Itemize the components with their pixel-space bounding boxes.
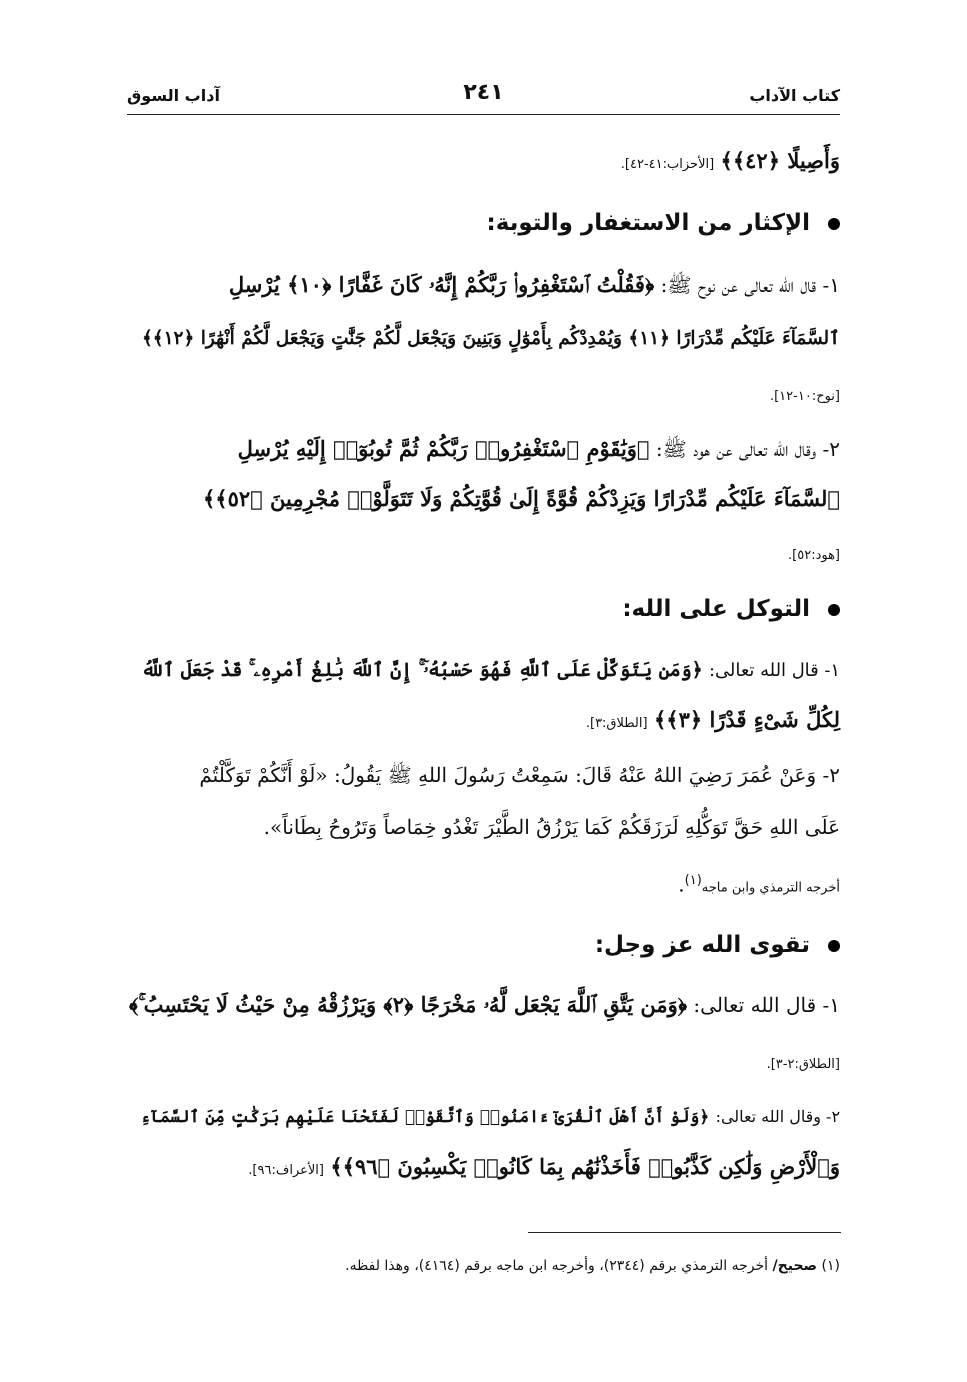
bullet-icon (828, 604, 840, 616)
page-number: ٢٤١ (463, 80, 504, 105)
item-line (127, 990, 840, 1020)
chapter-title: آداب السوق (127, 86, 220, 105)
quran-verse: ٱلسَّمَآءَ عَلَيْكُم مِّدْرَارًا ﴿١١﴾ وَيُمْدِدْكُم بِأَمْوَٰلٍ وَبَنِينَ وَيَجْعَل لَّكُمْ جَنَّٰتٍ وَيَجْعَل لَّكُمْ أَنْهَٰرًا ﴿١٢﴾﴾ (141, 328, 840, 349)
item-line (127, 705, 840, 739)
item-line (127, 1046, 840, 1080)
hadith-source: أخرجه الترمذي وابن ماجه (701, 880, 840, 896)
hadith-text: عَلَى اللهِ حَقَّ تَوَكُّلِهِ لَرَزَقَكُمْ كَمَا يَرْزُقُ الطَّيْرَ تَغْدُو خِمَاصاً وَتَرُوحُ بِطَاناً». (263, 815, 840, 839)
quran-verse: ﴿وَلَوْ أَنَّ أَهْلَ ٱلْقُرَىٰٓ ءَامَنُوا۟ وَٱتَّقَوْا۟ لَفَتَحْنَا عَلَيْهِم بَرَكَٰتٍ مِّنَ ٱلسَّمَآءِ (140, 1106, 710, 1126)
footnote-number: (١) (821, 1258, 840, 1274)
hadith-line (127, 760, 840, 790)
book-title: كتاب الآداب (749, 86, 840, 105)
section-heading: الإكثار من الاستغفار والتوبة: (487, 206, 840, 240)
verse-reference: [الطلاق:٢-٣]. (766, 1057, 840, 1072)
verse-reference: [الطلاق:٣]. (585, 716, 648, 731)
item-intro: ١- قال الله تعالى: (709, 660, 840, 681)
hadith-text: ٢- وَعَنْ عُمَرَ رَضِيَ اللهُ عَنْهُ قَالَ: سَمِعْتُ رَسُولَ اللهِ ﷺ يَقُولُ: «لَوْ أَنَّكُمْ تَوَكَّلْتُمْ (199, 763, 840, 787)
hadith-source-line: أخرجه الترمذي وابن ماجه$^{(١)}$. (678, 872, 840, 897)
item-line (127, 484, 840, 514)
footnote-divider (528, 1232, 841, 1233)
item-line (127, 322, 840, 354)
hadith-line (127, 812, 840, 842)
item-line (127, 270, 840, 300)
bullet-icon (828, 940, 840, 952)
quran-verse: وَٱلْأَرْضِ وَلَٰكِن كَذَّبُوا۟ فَأَخَذْنَٰهُم بِمَا كَانُوا۟ يَكْسِبُونَ ﴿٩٦﴾﴾ (330, 1154, 840, 1179)
item-line (127, 378, 840, 412)
verse-reference: [الأحزاب:٤١-٤٢]. (620, 157, 715, 172)
item-line (127, 1100, 840, 1132)
item-line (127, 1152, 840, 1186)
quran-verse: لِكُلِّ شَىْءٍ قَدْرًا ﴿٣﴾﴾ (653, 707, 840, 732)
quran-verse: وَأَصِيلًا ﴿٤٢﴾﴾ (720, 148, 840, 173)
item-intro: ١- قال الله تعالى عن نوح ﷺ: (660, 273, 840, 297)
quran-verse: ﴿وَمَن يَتَوَكَّلْ عَلَى ٱللَّهِ فَهُوَ حَسْبُهُۥٓ ۚ إِنَّ ٱللَّهَ بَٰلِغُ أَمْرِهِۦ ۚ قَدْ جَعَلَ ٱللَّهُ (141, 659, 703, 681)
footnote (345, 1258, 840, 1274)
quran-verse: ﴿وَيَٰقَوْمِ ٱسْتَغْفِرُوا۟ رَبَّكُمْ ثُمَّ تُوبُوٓا۟ إِلَيْهِ يُرْسِلِ (237, 436, 650, 461)
bullet-icon (828, 218, 840, 230)
verse-reference: [الأعراف:٩٦]. (248, 1163, 324, 1178)
section-heading: تقوى الله عز وجل: (595, 928, 840, 962)
item-intro: ٢- وقال الله تعالى: (715, 1107, 840, 1126)
footnote-text: أخرجه الترمذي برقم (٢٣٤٤)، وأخرجه ابن ماجه برقم (٤١٦٤)، وهذا لفظه. (345, 1258, 769, 1274)
page-header (127, 80, 840, 115)
item-intro: ١- قال الله تعالى: (693, 993, 840, 1017)
item-line (127, 434, 840, 464)
footnote-grade: صحيح/ (772, 1258, 818, 1274)
verse-reference: [نوح:١٠-١٢]. (769, 389, 840, 404)
quran-verse: ﴿فَقُلْتُ ٱسْتَغْفِرُوا۟ رَبَّكُمْ إِنَّهُۥ كَانَ غَفَّارًا ﴿١٠﴾ يُرْسِلِ (228, 272, 655, 297)
section-heading: التوكل على الله: (622, 592, 840, 626)
verse-reference: [هود:٥٢]. (788, 548, 840, 563)
item-intro: ٢- وقال الله تعالى عن هود ﷺ: (655, 437, 840, 461)
footnote-mark[interactable]: (١) (684, 873, 702, 888)
quran-verse: ٱلسَّمَآءَ عَلَيْكُم مِّدْرَارًا وَيَزِدْكُمْ قُوَّةً إِلَىٰ قُوَّتِكُمْ وَلَا تَتَوَلَّوْا۟ مُجْرِمِينَ ﴿٥٢﴾﴾ (202, 486, 840, 511)
item-line (127, 654, 840, 686)
quran-verse: ﴿وَمَن يَتَّقِ ٱللَّهَ يَجْعَل لَّهُۥ مَخْرَجًا ﴿٢﴾ وَيَرْزُقْهُ مِنْ حَيْثُ لَا يَحْتَسِبُ ۚ﴾ (129, 992, 688, 1017)
item-line (127, 537, 840, 571)
top-verse-line (127, 146, 840, 180)
